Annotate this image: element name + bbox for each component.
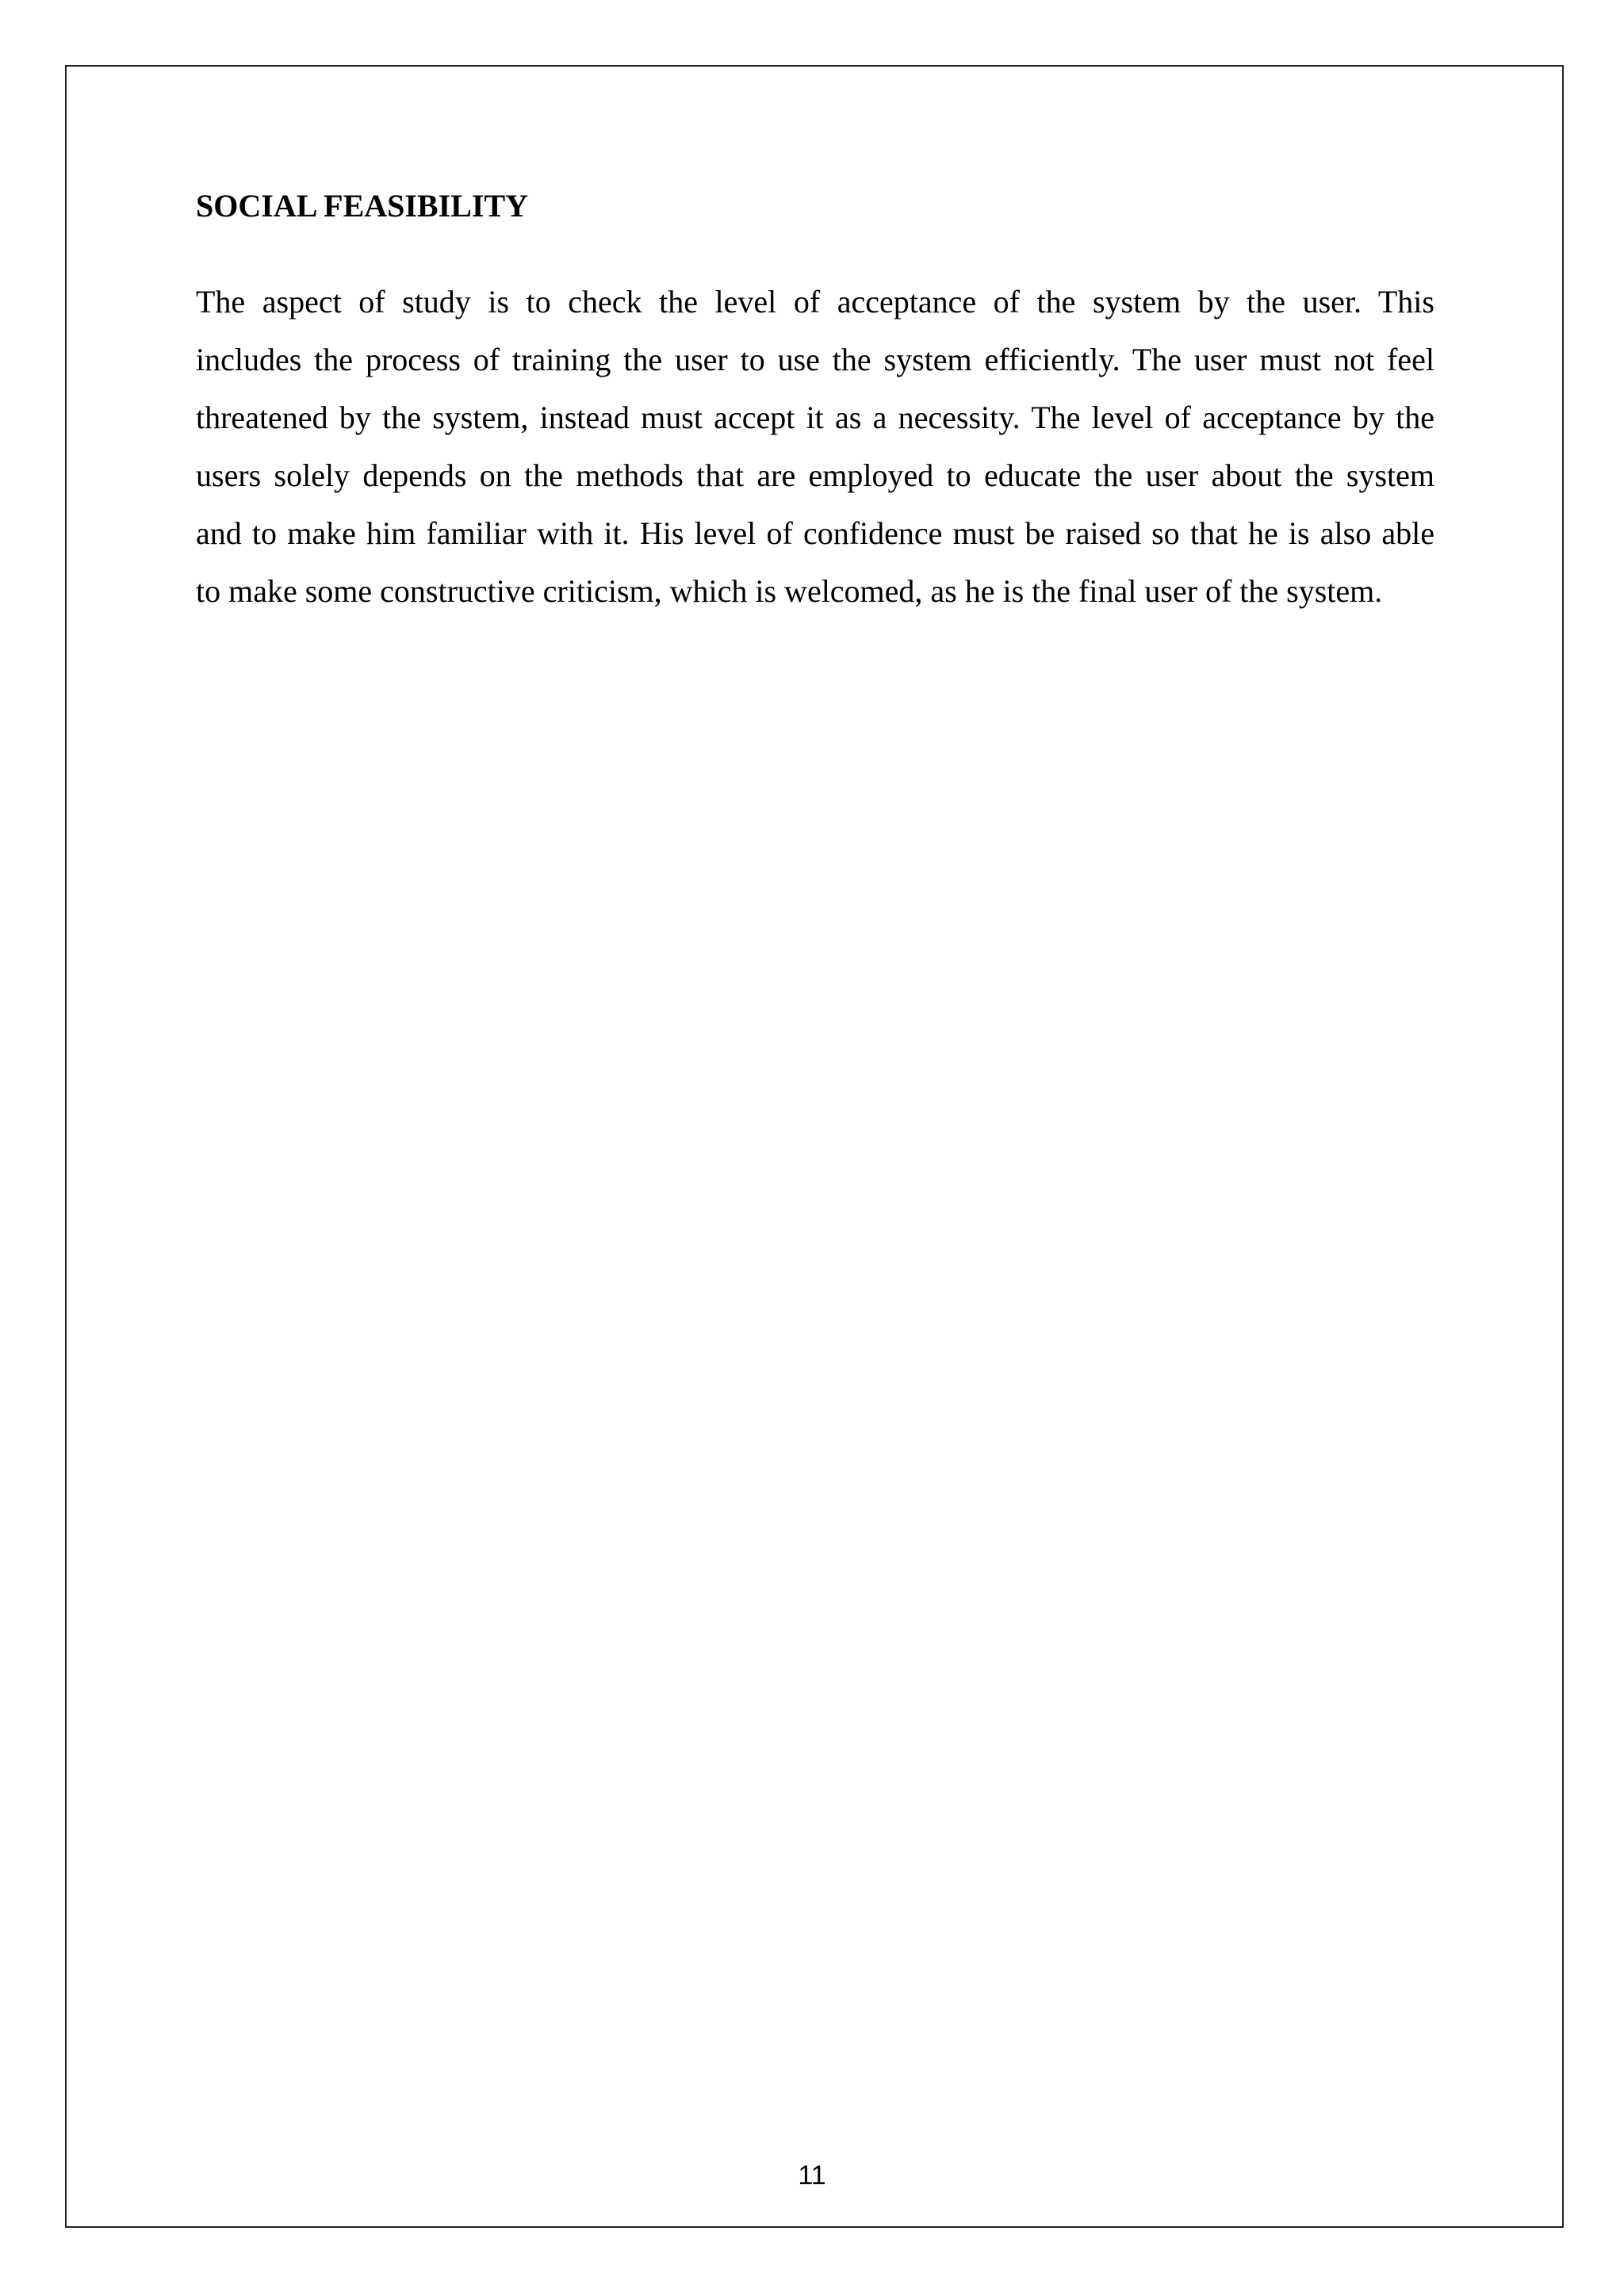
page-number: 11 xyxy=(798,2160,826,2191)
paragraph-line: The aspect of study is to check the level of acceptance of the system by the user. This xyxy=(196,284,1434,320)
paragraph-line: threatened by the system, instead must accept it as a necessity. The level of acceptance by the xyxy=(196,400,1434,435)
paragraph-line: and to make him familiar with it. His level of confidence must be raised so that he is also able xyxy=(196,515,1434,551)
paragraph-line: includes the process of training the user to use the system efficiently. The user must not feel xyxy=(196,342,1434,377)
paragraph-line: to make some constructive criticism, which is welcomed, as he is the final user of the system. xyxy=(196,573,1383,609)
section-heading: SOCIAL FEASIBILITY xyxy=(196,188,529,224)
body-paragraph xyxy=(196,273,1434,620)
paragraph-line: users solely depends on the methods that are employed to educate the user about the system xyxy=(196,457,1434,493)
